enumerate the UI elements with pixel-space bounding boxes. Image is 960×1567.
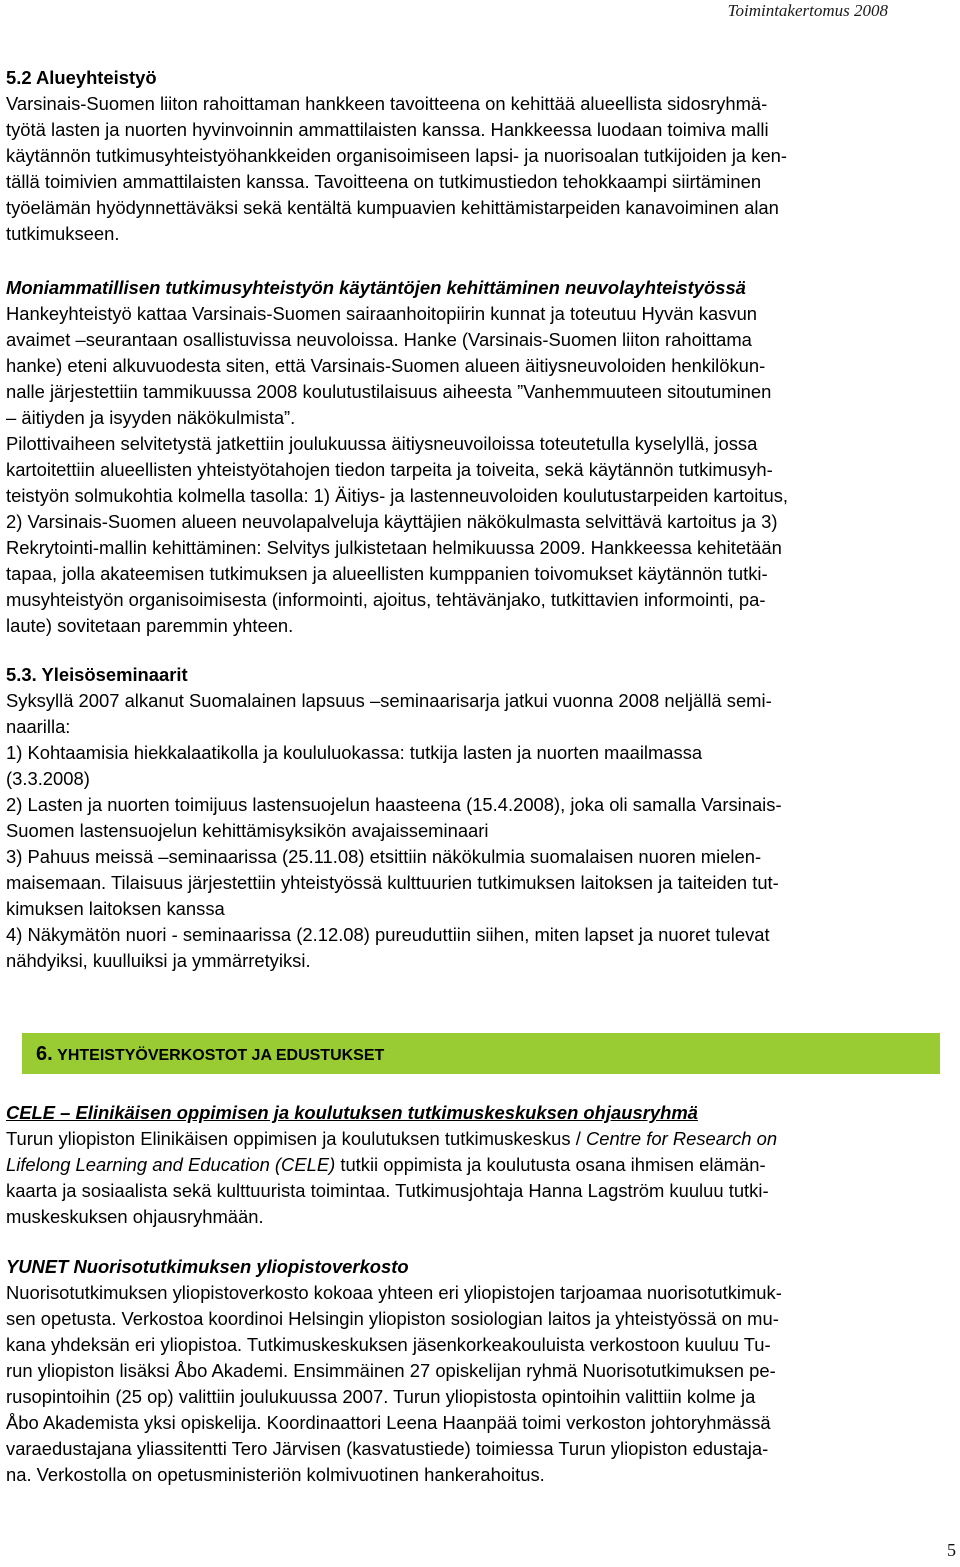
section-6-title (36, 1043, 384, 1066)
text-line: tapaa, jolla akateemisen tutkimuksen ja alueellisten kumppanien toivomukset käytännön tutki- (6, 563, 768, 584)
list-item: (3.3.2008) (6, 768, 90, 789)
text-span: tutkii oppimista ja koulutusta osana ihmisen elämän- (335, 1154, 766, 1175)
text-line: rusopintoihin (25 op) valittiin joulukuussa 2007. Turun yliopistosta opintoihin valittiin kolme ja (6, 1386, 756, 1407)
section-heading-number: 5.3. (6, 664, 37, 685)
text-line: hanke) eteni alkuvuodesta siten, että Varsinais-Suomen alueen äitiysneuvoloiden henkilökun- (6, 355, 766, 376)
text-line: run yliopiston lisäksi Åbo Akademi. Ensimmäinen 27 opiskelijan ryhmä Nuorisotutkimuksen pe- (6, 1360, 776, 1381)
text-line: varaedustajana yliassitentti Tero Järvisen (kasvatustiede) toimiessa Turun yliopiston edustaja- (6, 1438, 769, 1459)
subsection-neuvola (6, 275, 944, 639)
list-item: 3) Pahuus meissä –seminaarissa (25.11.08) etsittiin näkökulmia suomalaisen nuoren mielen- (6, 846, 762, 867)
text-span-italic: Lifelong Learning and Education (CELE) (6, 1154, 336, 1175)
text-line: nalle järjestettiin tammikuussa 2008 koulutustilaisuus aiheesta ”Vanhemmuuteen sitoutuminen (6, 381, 772, 402)
text-line: kana yhdeksän eri yliopistoa. Tutkimuskeskuksen jäsenkorkeakouluista verkostoon kuuluu Tu- (6, 1334, 771, 1355)
text-line (6, 1152, 944, 1178)
text-line: Nuorisotutkimuksen yliopistoverkosto kokoaa yhteen eri yliopistojen tarjoamaa nuorisotutkimuk- (6, 1282, 782, 1303)
section-heading: 5.2 Alueyhteistyö (6, 67, 157, 88)
text-line: tällä toimivien ammattilaisten kanssa. Tavoitteena on tutkimustiedon tehokkaampi siirtäminen (6, 171, 762, 192)
text-line: työtä lasten ja nuorten hyvinvoinnin ammattilaisten kanssa. Hankkeessa luodaan toimiva malli (6, 119, 769, 140)
text-line: laute) sovitetaan paremmin yhteen. (6, 615, 294, 636)
text-line: Hankeyhteistyö kattaa Varsinais-Suomen sairaanhoitopiirin kunnat ja toteutuu Hyvän kasvun (6, 303, 758, 324)
list-item: 2) Lasten ja nuorten toimijuus lastensuojelun haasteena (15.4.2008), joka oli samalla Varsinais- (6, 794, 782, 815)
subsection-heading: Moniammatillisen tutkimusyhteistyön käytäntöjen kehittäminen neuvolayhteistyössä (6, 277, 746, 298)
text-line: muskeskuksen ohjausryhmään. (6, 1206, 264, 1227)
section-5-2 (6, 65, 944, 247)
text-line: naarilla: (6, 716, 71, 737)
text-line: teistyön solmukohtia kolmella tasolla: 1) Äitiys- ja lastenneuvoloiden koulutustarpeiden kartoitus, (6, 485, 789, 506)
text-span: Turun yliopiston Elinikäisen oppimisen ja koulutuksen tutkimuskeskus / (6, 1128, 586, 1149)
list-item: kimuksen laitoksen kanssa (6, 898, 225, 919)
text-line: kartoitettiin alueellisten yhteistyötahojen tiedon tarpeita ja toiveita, sekä käytännön tutkimusyh- (6, 459, 773, 480)
cele-heading: CELE – Elinikäisen oppimisen ja koulutuksen tutkimuskeskuksen ohjausryhmä (6, 1102, 698, 1123)
section-heading-text: Yleisöseminaarit (41, 664, 188, 685)
text-line: avaimet –seurantaan osallistuvissa neuvoloissa. Hanke (Varsinais-Suomen liiton rahoittama (6, 329, 752, 350)
text-line: na. Verkostolla on opetusministeriön kolmivuotinen hankerahoitus. (6, 1464, 545, 1485)
text-line: Rekrytointi-mallin kehittäminen: Selvitys julkistetaan helmikuussa 2009. Hankkeessa kehitetään (6, 537, 782, 558)
yunet-heading: YUNET Nuorisotutkimuksen yliopistoverkosto (6, 1256, 409, 1277)
text-line: Varsinais-Suomen liiton rahoittaman hankkeen tavoitteena on kehittää alueellista sidosryhmä- (6, 93, 768, 114)
text-line: – äitiyden ja isyyden näkökulmista”. (6, 407, 296, 428)
text-line: Åbo Akademista yksi opiskelija. Koordinaattori Leena Haanpää toimi verkoston johtoryhmässä (6, 1412, 771, 1433)
page-number: 5 (947, 1540, 956, 1560)
section-5-3 (6, 662, 944, 974)
text-line: 2) Varsinais-Suomen alueen neuvolapalveluja käyttäjien näkökulmasta selvittävä kartoitus ja 3) (6, 511, 778, 532)
document-header: Toimintakertomus 2008 (727, 1, 888, 20)
text-line: Pilottivaiheen selvitetystä jatkettiin joulukuussa äitiysneuvoiloissa toteutetulla kyselyllä, jossa (6, 433, 758, 454)
yunet-section (6, 1254, 944, 1488)
section-6-number: 6. (36, 1043, 53, 1065)
text-line (6, 1126, 944, 1152)
list-item: maisemaan. Tilaisuus järjestettiin yhteistyössä kulttuurien tutkimuksen laitoksen ja taiteiden tut- (6, 872, 779, 893)
cele-section (6, 1100, 944, 1230)
list-item: Suomen lastensuojelun kehittämisyksikön avajaisseminaari (6, 820, 489, 841)
text-line: kaarta ja sosiaalista sekä kulttuurista toimintaa. Tutkimusjohtaja Hanna Lagström kuuluu tutki- (6, 1180, 769, 1201)
list-item: 4) Näkymätön nuori - seminaarissa (2.12.08) pureuduttiin siihen, miten lapset ja nuoret tulevat (6, 924, 770, 945)
text-line: käytännön tutkimusyhteistyöhankkeiden organisoimiseen lapsi- ja nuorisoalan tutkijoiden ja ken- (6, 145, 788, 166)
text-line: työelämän hyödynnettäväksi sekä kentältä kumpuavien kehittämistarpeiden kanavoiminen alan (6, 197, 779, 218)
section-6-text: YHTEISTYÖVERKOSTOT JA EDUSTUKSET (57, 1047, 385, 1064)
section-6-banner (22, 1033, 940, 1074)
text-line: musyhteistyön organisoimisesta (informointi, ajoitus, tehtävänjako, tutkittavien informointi, pa- (6, 589, 766, 610)
text-line: tutkimukseen. (6, 223, 120, 244)
text-line: Syksyllä 2007 alkanut Suomalainen lapsuus –seminaarisarja jatkui vuonna 2008 neljällä semi- (6, 690, 772, 711)
list-item: nähdyiksi, kuulluiksi ja ymmärretyiksi. (6, 950, 311, 971)
text-span-italic: Centre for Research on (585, 1128, 778, 1149)
section-heading (6, 662, 944, 688)
text-line: sen opetusta. Verkostoa koordinoi Helsingin yliopiston sosiologian laitos ja yhteistyössä on mu- (6, 1308, 779, 1329)
list-item: 1) Kohtaamisia hiekkalaatikolla ja koululuokassa: tutkija lasten ja nuorten maailmassa (6, 742, 703, 763)
